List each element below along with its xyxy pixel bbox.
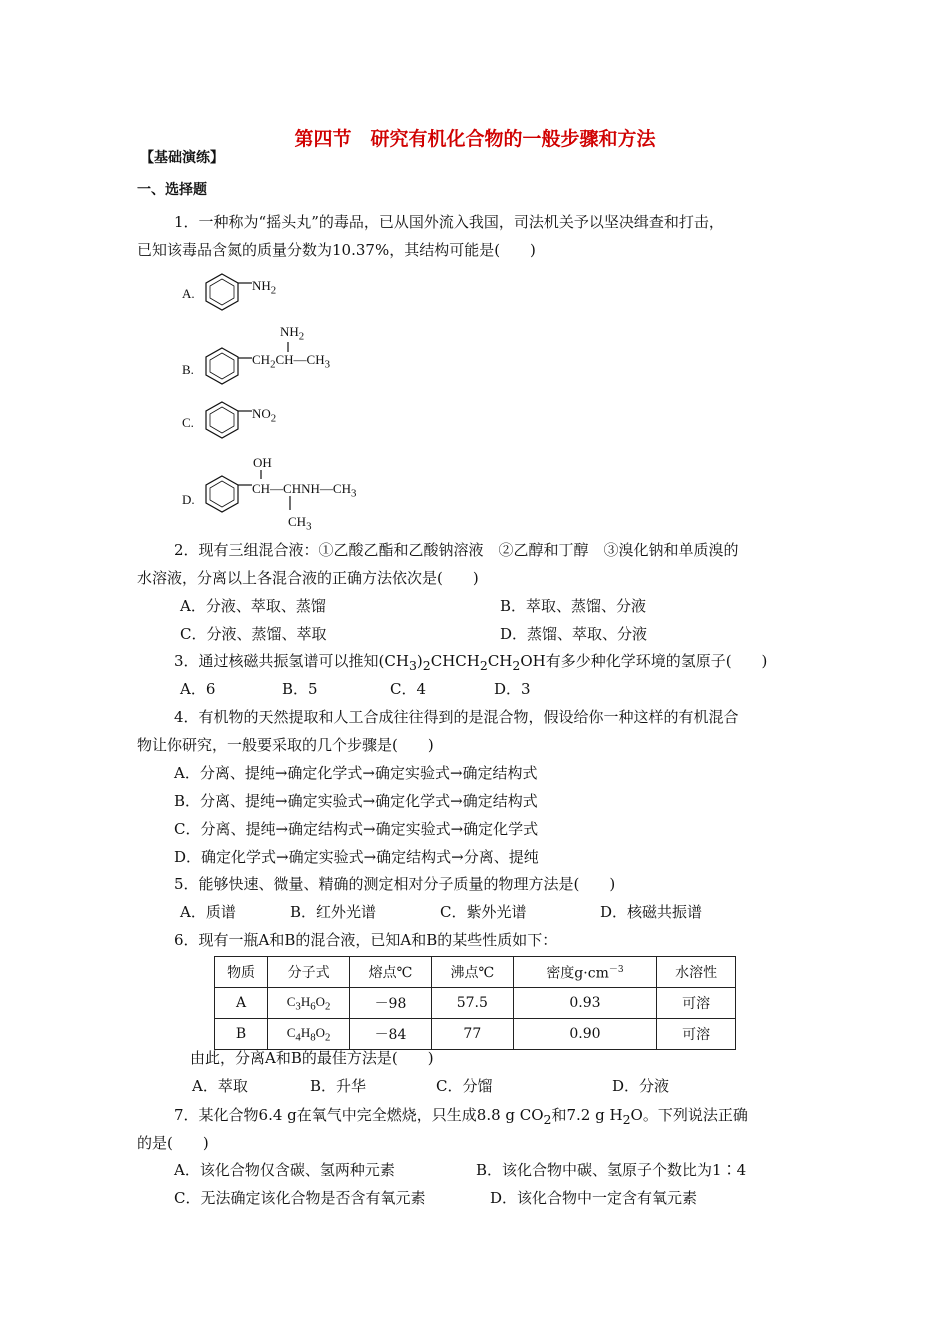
q1-option-c-label: C. (182, 415, 194, 430)
q7-option-b: B．该化合物中碳、氢原子个数比为1∶4 (476, 1161, 747, 1179)
q7-option-d: D．该化合物中一定含有氧元素 (490, 1189, 698, 1207)
properties-table (214, 956, 736, 1050)
q6-option-c: C．分馏 (436, 1077, 493, 1095)
q1-option-b-chain: $CH_2CH—CH_3$ (252, 352, 331, 371)
q5-option-d: D．核磁共振谱 (600, 903, 703, 921)
section-tag: 【基础演练】 (140, 150, 224, 166)
q6-line1: 6．现有一瓶A和B的混合液，已知A和B的某些性质如下： (174, 931, 558, 949)
table-cell: $C_4H_8O_2$ (268, 1019, 350, 1050)
table-header-cell: 密度$g\cdot cm^{-3}$ (513, 957, 656, 988)
q5-option-c: C．紫外光谱 (440, 903, 527, 921)
table-cell: A (215, 988, 268, 1019)
q2-line1: 2．现有三组混合液：①乙酸乙酯和乙酸钠溶液 ②乙醇和丁醇 ③溴化钠和单质溴的 (174, 541, 739, 559)
q1-option-a-group: $NH_2$ (252, 278, 277, 297)
q4-line2: 物让你研究，一般要采取的几个步骤是( ) (137, 736, 434, 754)
table-header-row (215, 957, 736, 988)
table-cell: －98 (350, 988, 432, 1019)
table-cell: $C_3H_6O_2$ (268, 988, 350, 1019)
table-header-cell: 水溶性 (657, 957, 736, 988)
q1-option-d-bottom: $CH_3$ (288, 514, 312, 533)
table-cell: 可溶 (657, 988, 736, 1019)
q1-option-d-top: OH (253, 455, 272, 470)
q4-option-a: A．分离、提纯→确定化学式→确定实验式→确定结构式 (174, 764, 538, 782)
table-cell: 可溶 (657, 1019, 736, 1050)
table-header-cell: 沸点℃ (431, 957, 513, 988)
q7-option-a: A．该化合物仅含碳、氢两种元素 (174, 1161, 395, 1179)
table-header-cell: 物质 (215, 957, 268, 988)
q1-option-b-top: $NH_2$ (280, 324, 305, 343)
q7-line2: 的是( ) (137, 1134, 209, 1152)
page-title: 第四节 研究有机化合物的一般步骤和方法 (294, 128, 656, 150)
q3-option-b: B．5 (282, 680, 318, 698)
q5-line1: 5．能够快速、微量、精确的测定相对分子质量的物理方法是( ) (174, 875, 616, 893)
q1-option-c-group: $NO_2$ (252, 406, 277, 425)
table-cell: 57.5 (431, 988, 513, 1019)
table-row (215, 1019, 736, 1050)
q1-option-d-chain: $CH—CHNH—CH_3$ (252, 481, 357, 500)
q1-option-b-label: B. (182, 362, 194, 377)
q5-option-b: B．红外光谱 (290, 903, 377, 921)
q2-option-a: A．分液、萃取、蒸馏 (180, 597, 326, 615)
q6-option-d: D．分液 (612, 1077, 670, 1095)
q4-line1: 4．有机物的天然提取和人工合成往往得到的是混合物，假设给你一种这样的有机混合 (174, 708, 739, 726)
q2-option-c: C．分液、蒸馏、萃取 (180, 625, 327, 643)
q6-option-a: A．萃取 (192, 1077, 248, 1095)
q2-option-b: B．萃取、蒸馏、分液 (500, 597, 647, 615)
q4-option-d: D．确定化学式→确定实验式→确定结构式→分离、提纯 (174, 848, 539, 866)
table-cell: B (215, 1019, 268, 1050)
q4-option-c: C．分离、提纯→确定结构式→确定实验式→确定化学式 (174, 820, 539, 838)
table-cell: 0.93 (513, 988, 656, 1019)
q1-option-d-label: D. (182, 492, 195, 507)
q2-option-d: D．蒸馏、萃取、分液 (500, 625, 648, 643)
table-header-cell: 分子式 (268, 957, 350, 988)
q7-line1: 7．某化合物6.4 g在氧气中完全燃烧，只生成8.8 g $CO_2$和7.2 g $H_2O$。下列说法正确 (174, 1106, 748, 1127)
q1-line1: 1．一种称为“摇头丸”的毒品，已从国外流入我国，司法机关予以坚决缉查和打击， (174, 213, 724, 231)
q5-option-a: A．质谱 (180, 903, 236, 921)
table-cell: 77 (431, 1019, 513, 1050)
q1-line2: 已知该毒品含氮的质量分数为10.37%，其结构可能是( ) (137, 241, 536, 259)
q3-option-a: A．6 (180, 680, 216, 698)
q3-option-c: C．4 (390, 680, 427, 698)
q7-option-c: C．无法确定该化合物是否含有氧元素 (174, 1189, 426, 1207)
q6-line-after: 由此，分离A和B的最佳方法是( ) (190, 1049, 434, 1067)
table-header-cell: 熔点℃ (350, 957, 432, 988)
q6-option-b: B．升华 (310, 1077, 367, 1095)
q2-line2: 水溶液，分离以上各混合液的正确方法依次是( ) (137, 569, 479, 587)
table-row (215, 988, 736, 1019)
q3-line1: 3．通过核磁共振氢谱可以推知$(CH_3)_2CHCH_2CH_2OH$有多少种化学环境的氢原子( ) (174, 652, 768, 673)
table-cell: 0.90 (513, 1019, 656, 1050)
q3-option-d: D．3 (494, 680, 531, 698)
q4-option-b: B．分离、提纯→确定实验式→确定化学式→确定结构式 (174, 792, 538, 810)
q1-option-a-label: A. (182, 286, 195, 301)
section-heading: 一、选择题 (137, 182, 207, 198)
table-cell: －84 (350, 1019, 432, 1050)
